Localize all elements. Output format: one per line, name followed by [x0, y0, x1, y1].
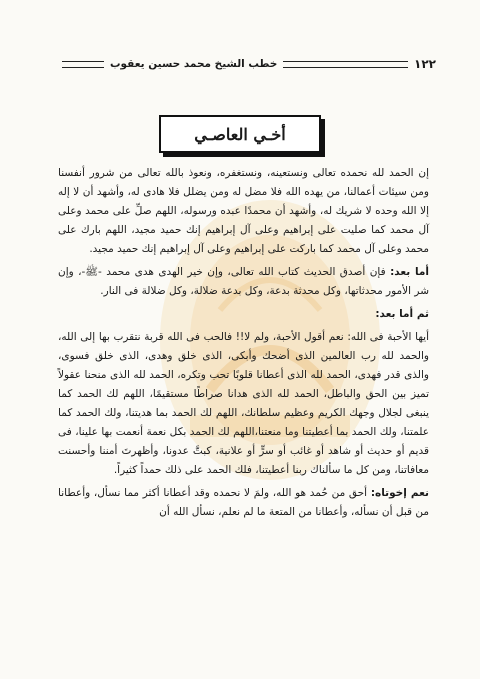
sermon-body [58, 164, 429, 526]
paragraph-text: أحق من حُمد هو الله، ولمَ لا نحمده وقد أعطانا أكثر مما نسأل، وأعطانا من قبل أن نسأله، وأعطانا من المتعة ما لم نعلم، نسأل الله أن [58, 487, 429, 518]
page-header [56, 57, 436, 71]
header-rule [283, 61, 408, 68]
paragraph [58, 263, 429, 301]
header-rule-end [62, 61, 104, 68]
paragraph-text: فإن أصدق الحديث كتاب الله تعالى، وإن خير الهدى هدى محمد -ﷺ-، وإن شر الأمور محدثاتها، وكل محدثة بدعة، وكل بدعة ضلالة، وكل ضلالة فى النار. [58, 266, 429, 297]
paragraph [58, 328, 429, 480]
paragraph-lead: أما بعد: [390, 266, 429, 278]
paragraph [58, 484, 429, 522]
paragraph [58, 164, 429, 259]
book-title: خطب الشيخ محمد حسين يعقوب [110, 58, 278, 70]
paragraph-lead: ثم أما بعد: [375, 308, 429, 320]
sermon-title: أخـي العاصـي [194, 124, 286, 144]
paragraph-text: إن الحمد لله نحمده تعالى ونستعينه، ونستغفره، ونعوذ بالله تعالى من شرور أنفسنا ومن سيئات أعمالنا، من يهده الله فلا مضل له ومن يضلل فلا هادى له، وأشهد أن لا إله إلا الله وحده لا شريك له، وأشهد أن محمدًا عبده ورسوله، اللهم صلِّ على محمد وعلى آل محمد كما صليت على إبراهيم وعلى آل إبراهيم إنك حميد مجيد، اللهم بارك على محمد وعلى آل محمد كما باركت على إبراهيم وعلى آل إبراهيم إنك حميد مجيد. [58, 167, 429, 255]
sermon-title-box [159, 115, 321, 153]
paragraph-text: أيها الأحبة فى الله: نعم أقول الأحبة، ولم لا!! فالحب فى الله قربة نتقرب بها إلى الله، والحمد لله رب العالمين الذى أضحك وأبكى، الذى خلق وهدى، الذى خلق فسوى، والذى قدر فهدى، الحمد لله الذى أعطانا قلوبًا تحب وتكره، الحمد لله الذى منحنا عقولاً تميز بين الحق والباطل، الحمد لله الذى هدانا صراطًا مستقيمًا، اللهم لك الحمد كما ينبغى لجلال وجهك الكريم وعظيم سلطانك، اللهم لك الحمد بما هديتنا، ولك الحمد كما علمتنا، ولك الحمد بما أعطيتنا وما منعتنا،اللهم لك الحمد بكل نعمة أنعمت بها علينا، فى قديم أو حديث أو شاهد أو غائب أو سرٍّ أو علانية، كبتَّ عدونا، وأظهرتَ أمننا وأحسنت معافاتنا، ومن كل ما سألناك ربنا أعطيتنا، فلك الحمد على ذلك حمداً كثيراً. [58, 331, 429, 476]
paragraph [58, 305, 429, 324]
page-number: ١٢٢ [414, 57, 436, 71]
paragraph-lead: نعم إخوتاه: [370, 487, 429, 499]
